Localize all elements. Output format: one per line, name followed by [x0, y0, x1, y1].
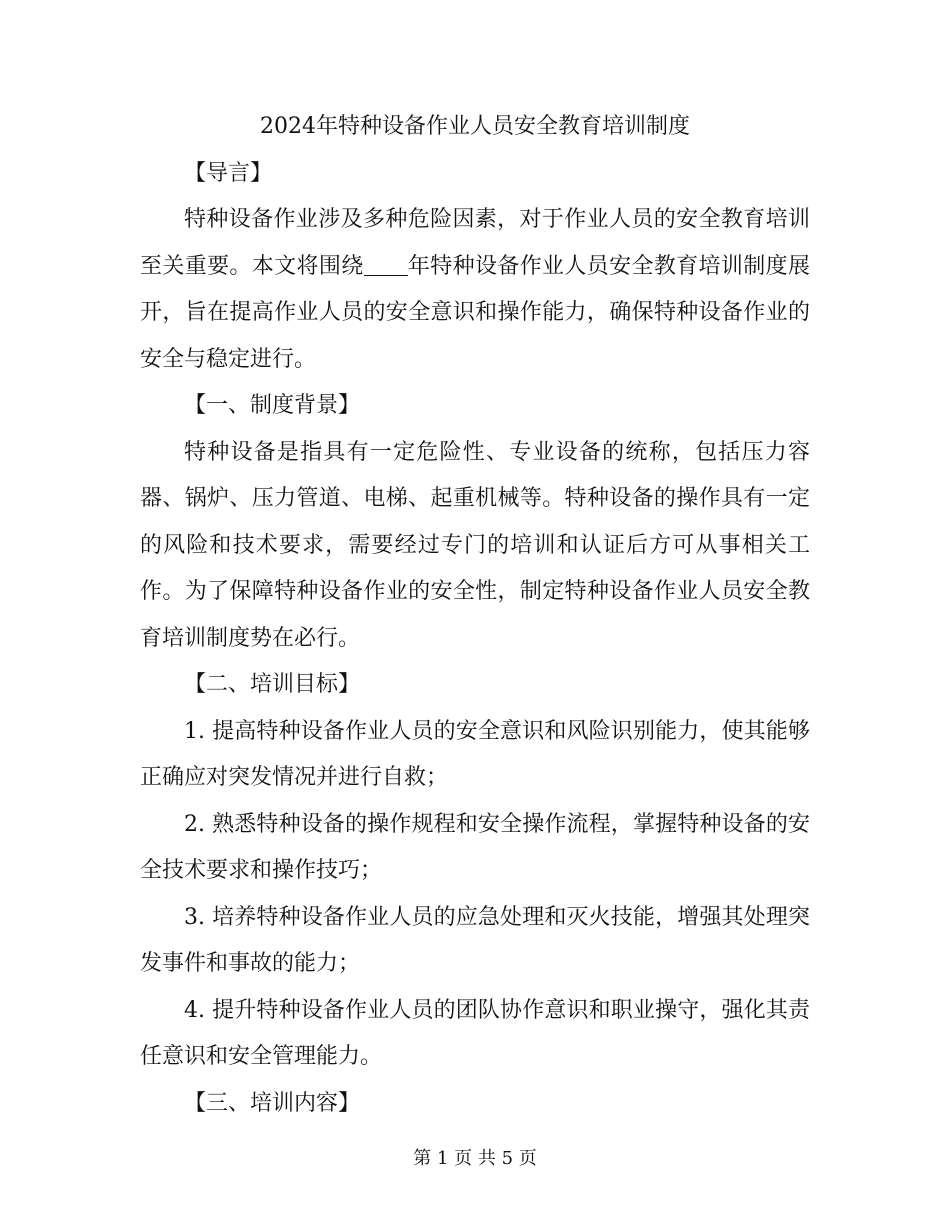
section1-heading: 【一、制度背景】: [184, 393, 361, 418]
goal-item-4: 4. 提升特种设备作业人员的团队协作意识和职业操守，强化其责任意识和安全管理能力。: [140, 997, 810, 1069]
intro-text-part1: 特种设备作业涉及多种危险因素，对于作业人员的安全教育培训至关重要。本文将围绕: [140, 207, 810, 279]
intro-paragraph: [140, 197, 810, 383]
intro-text-part2: 年特种设备作业人员安全教育培训制度展开，旨在提高作业人员的安全意识和操作能力，确保特种设备作业的安全与稳定进行。: [140, 253, 810, 372]
document-title: 2024年特种设备作业人员安全教育培训制度: [260, 114, 690, 139]
section3-heading: 【三、培训内容】: [184, 1090, 361, 1116]
document-body: [140, 104, 810, 1127]
goal-item-1: 1. 提高特种设备作业人员的安全意识和风险识别能力，使其能够正确应对突发情况并进行自救；: [140, 718, 810, 790]
section1-paragraph: 特种设备是指具有一定危险性、专业设备的统称，包括压力容器、锅炉、压力管道、电梯、起重机械等。特种设备的操作具有一定的风险和技术要求，需要经过专门的培训和认证后方可从事相关工作。为了保障特种设备作业的安全性，制定特种设备作业人员安全教育培训制度势在必行。: [140, 439, 810, 651]
intro-heading: 【导言】: [184, 160, 273, 186]
page-number-footer: 第 1 页 共 5 页: [413, 1148, 537, 1169]
section2-heading: 【二、培训目标】: [184, 672, 361, 697]
goal-item-2: 2. 熟悉特种设备的操作规程和安全操作流程，掌握特种设备的安全技术要求和操作技巧；: [140, 811, 810, 883]
year-blank-underline: [364, 253, 408, 276]
goal-item-3: 3. 培养特种设备作业人员的应急处理和灭火技能，增强其处理突发事件和事故的能力；: [140, 904, 810, 976]
